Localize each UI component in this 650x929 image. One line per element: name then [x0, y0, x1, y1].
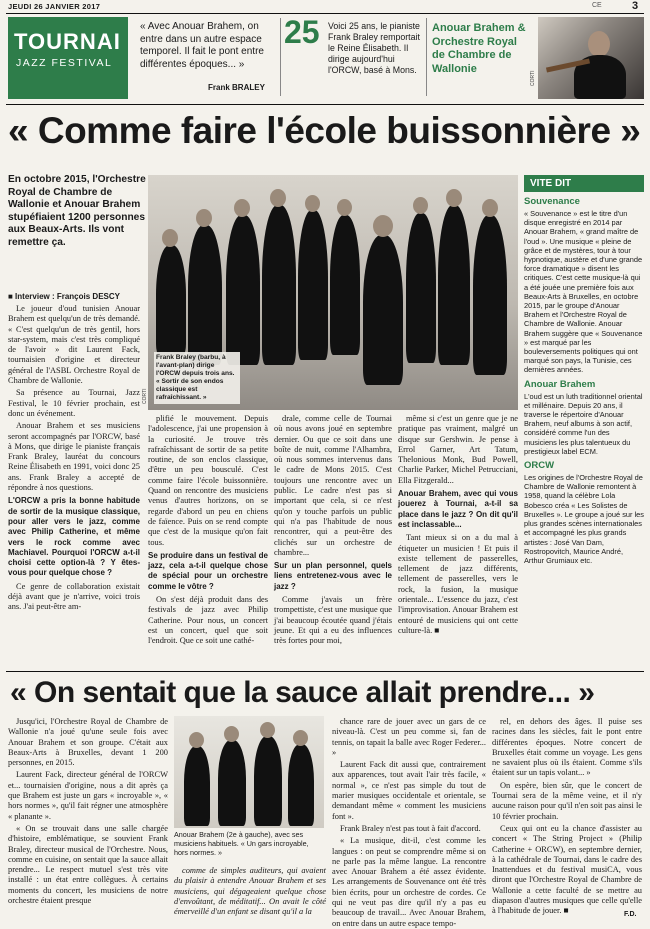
- musician-head: [588, 31, 610, 57]
- paragraph: Comme j'avais un frère trompettiste, c'est une musique que j'ai beaucoup écoutée quand j'étais jeune. Et qui a eu des influences très fortes pour moi,: [274, 595, 392, 646]
- article1-lead: En octobre 2015, l'Orchestre Royal de Chambre de Wallonie et Anouar Brahem stupéfiaient 1200 personnes aux Beaux-Arts. Ils vont remettre ça.: [8, 174, 146, 248]
- sidebar-text: Les origines de l'Orchestre Royal de Chambre de Wallonie remontent à 1958, quand la célèbre Lola Bobesco créa « Les Solistes de Bruxelles ». Le groupe a joué sur les plus grandes scènes internationales et accompagné les plus grands artistes : José Van Dam, Rostropovitch, Maurice André, Arthur Grumiaux etc.: [524, 473, 644, 565]
- header-photo-credit: CORTI: [530, 70, 536, 86]
- quartet-head-3: [260, 722, 275, 738]
- headline-top-rule: [6, 104, 644, 105]
- orchestra-photo-credit: CORTI: [142, 388, 148, 404]
- paragraph: Jusqu'ici, l'Orchestre Royal de Chambre de Wallonie n'a joué qu'une seule fois avec Anouar Brahem et son groupe. C'était aux Beaux-Arts à Bruxelles, devant 1 200 personnes, en 2015.: [8, 717, 168, 768]
- article1-byline: ■ Interview : François DESCY: [8, 292, 120, 301]
- paragraph: Anouar Brahem et ses musiciens seront accompagnés par l'ORCW, basé à Mons, que dirige le pianiste français Frank Braley, lauréat du concours Reine Élisabeth en 1991, voici donc 25 ans. Frank Braley a accepté de répondre à nos questions.: [8, 421, 140, 493]
- paragraph: « La musique, dit-il, c'est comme les langues : on peut se comprendre même si on ne parle pas la même langue. La rencontre avec Anouar Brahem a été assez évidente. Les arrangements de Souvenance ont été très bien écrits, pour un orchestre de cordes. Ce qui ne veut pas dire qu'il n'y a pas eu beaucoup de travail... Avec Anouar Brahem, on entre dans un autre espace tempo-: [332, 836, 486, 928]
- musician-head-8: [446, 189, 462, 207]
- musician-5: [298, 210, 328, 360]
- question-1: L'ORCW a pris la bonne habitude de sortir de la musique classique, pour aller vers le jazz, comme avec Philip Catherine, et même vers le rock comme avec Machiavel. Pourquoi l'ORCW a-t-il choisi cette option-là ? Y êtes-vous pour quelque chose ?: [8, 496, 140, 578]
- paragraph: Ceux qui ont eu la chance d'assister au concert « The String Project » (Philip Catherine + ORCW), en septembre dernier, à la cathédrale de Tournai, dans le cadre des Inattendues et du festival musiCA, vous diront que l'Orchestre Royal de Chambre de Wallonie a cette faculté de se mettre au diapason d'autres musiques que celle qu'elle à l'habitude de jouer. ■: [492, 823, 642, 916]
- sidebar-heading: Anouar Brahem: [524, 378, 596, 390]
- sidebar-items: [524, 196, 644, 565]
- promo-title: Anouar Brahem & Orchestre Royal de Chambre de Wallonie: [432, 22, 526, 75]
- paragraph: Le joueur d'oud tunisien Anouar Brahem est quelqu'un de très demandé. « C'est quelqu'un de très gentil, hors star-system, mais c'est très compliqué de l'avoir » dit Laurent Fack, tournaisien d'origine et directeur général de l'ASBL Orchestre Royal de Chambre de Wallonie.: [8, 304, 140, 386]
- header-photo: [538, 17, 644, 99]
- musician-7: [406, 213, 436, 363]
- quartet-head-1: [189, 732, 204, 748]
- paragraph: Tant mieux si on a du mal à étiqueter un musicien ! Et puis il existe tellement de passerelles, tellement de jazz différents, tellement de passerelles, vers le rock, la fusion, la musique orientale... L'essence du jazz, c'est l'improvisation. Anouar Brahem est entouré de musiciens qui ont cette culture-là. ■: [398, 533, 518, 635]
- conductor: [363, 235, 403, 385]
- paragraph: comme de simples auditeurs, qui avaient du plaisir à entendre Anouar Brahem et ses musiciens, qui dégageaient quelque chose d'envoûtant, de méditatif... On avait le côté émerveillé d'un enfant se disant qu'il a la: [174, 866, 326, 917]
- headline-2: « On sentait que la sauce allait prendre... »: [10, 676, 595, 709]
- paragraph: Laurent Fack, directeur général de l'ORCW et... tournaisien d'origine, nous a dit après ça que Brahem est juste un gars « incroyable », « hors normes », qu'il fait régner une atmosphère « planante ».: [8, 770, 168, 821]
- orchestra-photo-caption: Frank Braley (barbu, à l'avant-plan) dirige l'ORCW depuis trois ans. « Sortir de son endos classique est rafraîchissant. »: [154, 352, 240, 404]
- article2-col3: [332, 717, 486, 928]
- musician-1: [156, 245, 186, 355]
- sidebar-heading: Souvenance: [524, 196, 580, 207]
- quartet-photo: [174, 716, 324, 828]
- musician-head-5: [305, 195, 320, 212]
- paragraph: Ce genre de collaboration existait déjà avant que je n'arrive, voici trois ans. J'ai peut-être am-: [8, 581, 140, 612]
- header-date: JEUDI 26 JANVIER 2017: [8, 2, 101, 11]
- paragraph: plifié le mouvement. Depuis l'adolescence, j'ai une propension à la curiosité. Je trouve très rafraîchissant de sortir de sa petite routine, de son enclos classique, d'être un peu bousculé. C'est comme faire l'école buissonnière. Quand on rencontre des musiciens venus d'autres horizons, on se regarde d'abord un peu en chiens de faïence. Puis on se rend compte que c'est de la musique qu'on fait tous.: [148, 414, 268, 547]
- header-divider-1: [280, 18, 281, 96]
- sidebar-heading: ORCW: [524, 460, 555, 472]
- paragraph: On s'est déjà produit dans des festivals de jazz avec Philip Catherine. Pour nous, un concert est un concert, quel que soit l'endroit. Que ce soit une cathé-: [148, 595, 268, 646]
- paragraph: On espère, bien sûr, que le concert de Tournai sera de la même veine, et il n'y aucune raison pour qu'il n'en soit pas ainsi le 10 février prochain.: [492, 780, 642, 821]
- number-text: Voici 25 ans, le pianiste Frank Braley remportait le Reine Élisabeth. Il dirige aujourd'hui l'ORCW, basé à Mons.: [328, 21, 420, 75]
- quartet-member-1: [184, 746, 210, 826]
- musician-3: [226, 215, 260, 365]
- headline-1: « Comme faire l'école buissonnière »: [8, 110, 641, 151]
- quartet-member-2: [218, 740, 246, 826]
- festival-logo: [8, 17, 128, 99]
- quote-author: Frank BRALEY: [208, 83, 265, 92]
- musician-4: [262, 205, 296, 365]
- musician-head-3: [234, 199, 250, 217]
- article1-col2: [148, 414, 268, 666]
- paragraph: rel, en dehors des âges. Il puise ses racines dans les siècles, fait le pont entre différentes époques. Notre concert de Bruxelles était comme un voyage. Les gens ne savaient plus où ils étaient. Comme s'ils étaient sur un tapis volant... »: [492, 717, 642, 778]
- quartet-member-3: [254, 736, 282, 826]
- quartet-member-4: [288, 744, 314, 826]
- conductor-head: [373, 215, 393, 237]
- logo-title: TOURNAI: [14, 29, 121, 54]
- musician-head-1: [162, 229, 178, 247]
- paragraph: chance rare de jouer avec un gars de ce niveau-là. C'est un peu comme si, fan de tennis, on tapait la balle avec Roger Federer... »: [332, 717, 486, 757]
- header-quote: « Avec Anouar Brahem, on entre dans un autre espace temporel. Il fait le pont entre différentes époques... »: [140, 21, 264, 70]
- quartet-head-4: [293, 730, 308, 746]
- paragraph: Laurent Fack dit aussi que, contrairement aux apparences, tout avait l'air très facile, « normal », ce n'est pas simple du tout de marier musiques occidentale et orientale, se demandant même « comment les musiciens font ».: [332, 760, 486, 821]
- quartet-head-2: [224, 726, 239, 742]
- article2-col2: [174, 866, 326, 918]
- paragraph: « On se trouvait dans une salle chargée d'histoire, emblématique, se souvient Frank Braley, directeur musical de l'Orchestre. Nous, comme en cuisine, on sentait que la sauce allait prendre... Le respect mutuel s'est très vite installé : un état entre collègues. À certains moments du concert, les musiciens de notre orchestre étaient presque: [8, 823, 168, 906]
- sidebar-text: « Souvenance » est le titre d'un disque enregistré en 2014 par Anouar Brahem, « grand maître de l'oud ». Une musique « pleine de grâce et de mystères, tour à tour hypnotique, austère et d'une grande force dramatique » disent les critiques. C'est cette musique-là qui a été jouée une première fois aux Beaux-Arts à Bruxelles, en octobre 2015, par le groupe d'Anouar Brahem et l'Orchestre Royal de Chambre de Wallonie. Anouar Brahem suggère que « Souvenance » est marqué par les bouleversements politiques qui ont marqué son pays, la Tunisie, ces dernières années.: [524, 209, 643, 375]
- musician-2: [188, 225, 222, 365]
- logo-subtitle: JAZZ FESTIVAL: [16, 57, 113, 69]
- paragraph: drale, comme celle de Tournai où nous avons joué en septembre dernier. Ou que ce soit dans une boîte de nuit, comme l'Alhambra, où nous sommes intervenus dans le cadre de Mons 2015. C'est toujours une rencontre avec un public. Le cadre n'est pas si important que cela, si ce n'est qu'on y touche parfois un public qui n'a pas l'habitude de nous rencontrer, qui a peut-être des clichés sur un orchestre de chambre...: [274, 414, 392, 557]
- sidebar-text: L'oud est un luth traditionnel oriental et millénaire. Depuis 20 ans, il traverse le répertoire d'Anouar Brahem, neuf albums à son actif, considéré comme l'un des musiciens les plus talentueux du prestigieux label ECM.: [524, 391, 643, 456]
- quartet-photo-caption: Anouar Brahem (2e à gauche), avec ses musiciens habituels. « Un gars incroyable, hors normes. »: [174, 830, 309, 857]
- big-number: 25: [284, 14, 320, 50]
- article1-col4: [398, 414, 518, 666]
- musician-8: [438, 205, 470, 365]
- musician-head-4: [270, 189, 286, 207]
- section-tag: CE: [592, 2, 602, 9]
- musician-9: [473, 215, 507, 375]
- sidebar-vite-dit: [524, 175, 644, 667]
- musician-head-7: [413, 197, 428, 214]
- article2-signature: F.D.: [624, 911, 637, 918]
- article2-top-rule: [6, 671, 644, 672]
- page-number: 3: [632, 0, 639, 12]
- article1-col1: [8, 304, 140, 666]
- musician-head-2: [196, 209, 212, 227]
- musician-6: [330, 215, 360, 355]
- paragraph: Frank Braley n'est pas tout à fait d'accord.: [340, 823, 481, 833]
- article1-col3: [274, 414, 392, 666]
- paragraph: même si c'est un genre que je ne pratique pas vraiment, malgré un disque sur Gershwin. Je pense à Errol Garner, Art Tatum, Thelonious Monk, Bud Powell, Charlie Parker, Michel Petrucciani, Ella Fitzgerald...: [398, 414, 518, 485]
- question-3: Sur un plan personnel, quels liens entretenez-vous avec le jazz ?: [274, 561, 392, 591]
- sidebar-title: VITE DIT: [524, 175, 644, 192]
- header-rule: [6, 13, 644, 14]
- musician-head-6: [337, 199, 352, 216]
- musician-head-9: [482, 199, 498, 217]
- question-2: Se produire dans un festival de jazz, cela a-t-il quelque chose de spécial pour un orchestre comme le vôtre ?: [148, 550, 268, 591]
- paragraph: Sa présence au Tournai, Jazz Festival, le 10 février prochain, est donc un événement.: [8, 388, 140, 418]
- article2-col1: [8, 717, 168, 917]
- question-4: Anouar Brahem, avec qui vous jouerez à Tournai, a-t-il sa place dans le jazz ? On dit qu'il est inclassable...: [398, 489, 518, 529]
- header-divider-2: [426, 18, 427, 96]
